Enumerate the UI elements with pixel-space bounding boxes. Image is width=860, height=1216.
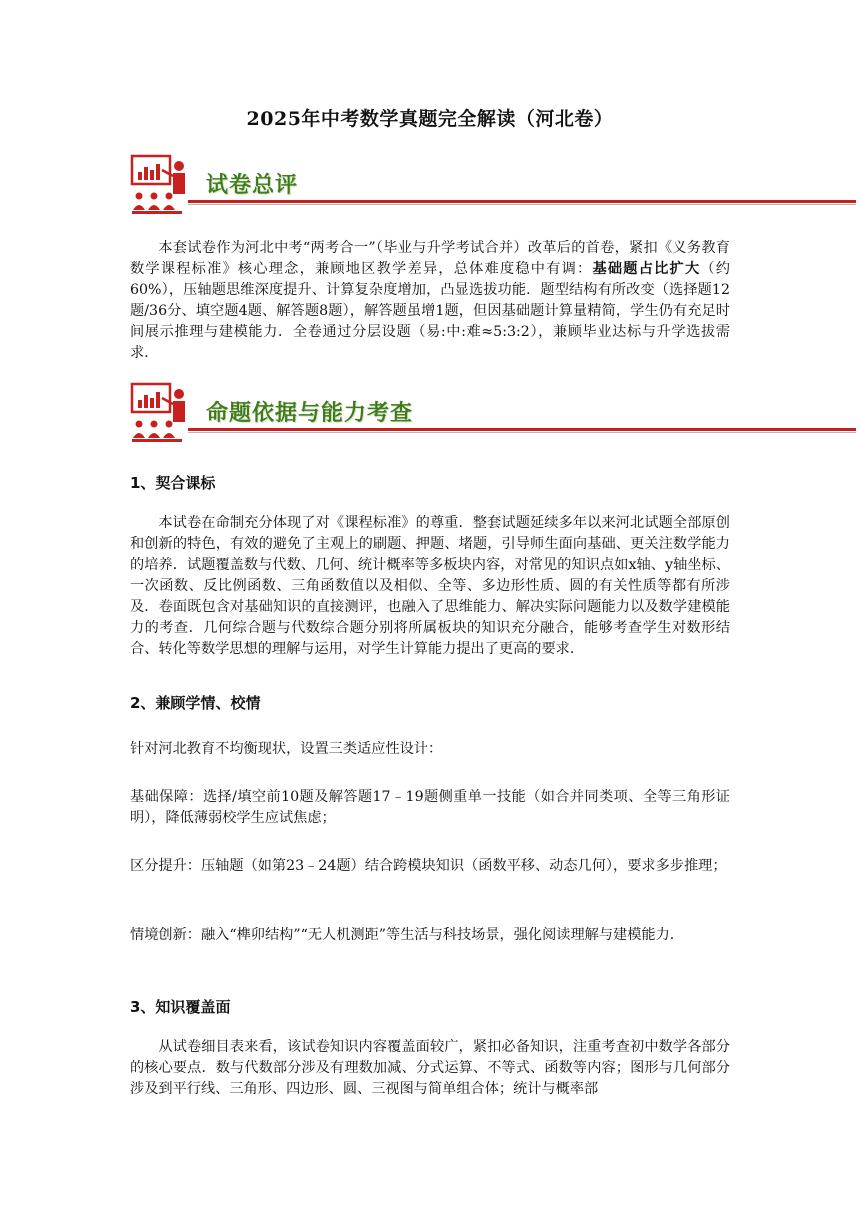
coverage-paragraph: 从试卷细目表来看，该试卷知识内容覆盖面较广，紧扣必备知识，注重考查初中数学各部分的核心要点．数与代数部分涉及有理数加减、分式运算、不等式、函数等内容；图形与几何部分涉及到平行线、三角形、四边形、圆、三视图与简单组合体；统计与概率部 <box>130 1039 730 1097</box>
conditions-intro: 针对河北教育不均衡现状，设置三类适应性设计： <box>130 741 443 757</box>
lecture-presentation-icon <box>130 154 188 216</box>
conditions-item-advanced: 区分提升：压轴题（如第23﹣24题）结合跨模块知识（函数平移、动态几何），要求多步推理； <box>130 858 727 874</box>
banner-rule <box>188 200 856 203</box>
conditions-item-basic: 基础保障：选择/填空前10题及解答题17﹣19题侧重单一技能（如合并同类项、全等三角形证明），降低薄弱校学生应试焦虑； <box>130 789 730 826</box>
curriculum-paragraph: 本试卷在命制充分体现了对《课程标准》的尊重．整套试题延续多年以来河北试题全部原创和创新的特色，有效的避免了主观上的刷题、押题、堵题，引导师生面向基础、更关注数学能力的培养．试题覆盖数与代数、几何、统计概率等多板块内容，对常见的知识点如x轴、y轴坐标、一次函数、反比例函数、三角函数值以及相似、全等、多边形性质、圆的有关性质等都有所涉及．卷面既包含对基础知识的直接测评，也融入了思维能力、解决实际问题能力以及数学建模能力的考查．几何综合题与代数综合题分别将所属板块的知识充分融合，能够考查学生对数形结合、转化等数学思想的理解与运用，对学生计算能力提出了更高的要求． <box>130 515 730 657</box>
summary-bold-text: 基础题占比扩大 <box>592 261 701 277</box>
conditions-item-context: 情境创新：融入“榫卯结构”“无人机测距”等生活与科技场景，强化阅读理解与建模能力． <box>130 927 684 943</box>
section-banner-basis <box>130 382 856 444</box>
subsection-heading-conditions: 2、兼顾学情、校情 <box>130 694 261 712</box>
lecture-presentation-icon <box>130 382 188 444</box>
banner-rule-shadow <box>188 432 856 433</box>
document-title: 2025年中考数学真题完全解读（河北卷） <box>246 108 614 130</box>
subsection-heading-curriculum: 1、契合课标 <box>130 474 216 492</box>
banner-rule <box>188 428 856 431</box>
banner-rule-shadow <box>188 204 856 205</box>
summary-text-2: （约60%），压轴题思维深度提升、计算复杂度增加，凸显选拔功能．题型结构有所改变（选择题12题/36分、填空题4题、解答题8题），解答题虽增1题，但因基础题计算量精简，学生仍有充足时间展示推理与建模能力．全卷通过分层设题（易:中:难≈5:3:2），兼顾毕业达标与升学选拔需求． <box>130 261 730 361</box>
section-banner-label: 试卷总评 <box>206 173 299 198</box>
summary-paragraph <box>130 238 730 364</box>
subsection-heading-coverage: 3、知识覆盖面 <box>130 998 231 1016</box>
summary-text-1: 本套试卷作为河北中考“两考合一”（毕业与升学考试合并）改革后的首卷，紧扣《义务教育数学课程标准》核心理念，兼顾地区教学差异，总体难度稳中有调： <box>130 240 730 277</box>
section-banner-summary <box>130 154 856 216</box>
section-banner-label: 命题依据与能力考查 <box>206 401 414 426</box>
